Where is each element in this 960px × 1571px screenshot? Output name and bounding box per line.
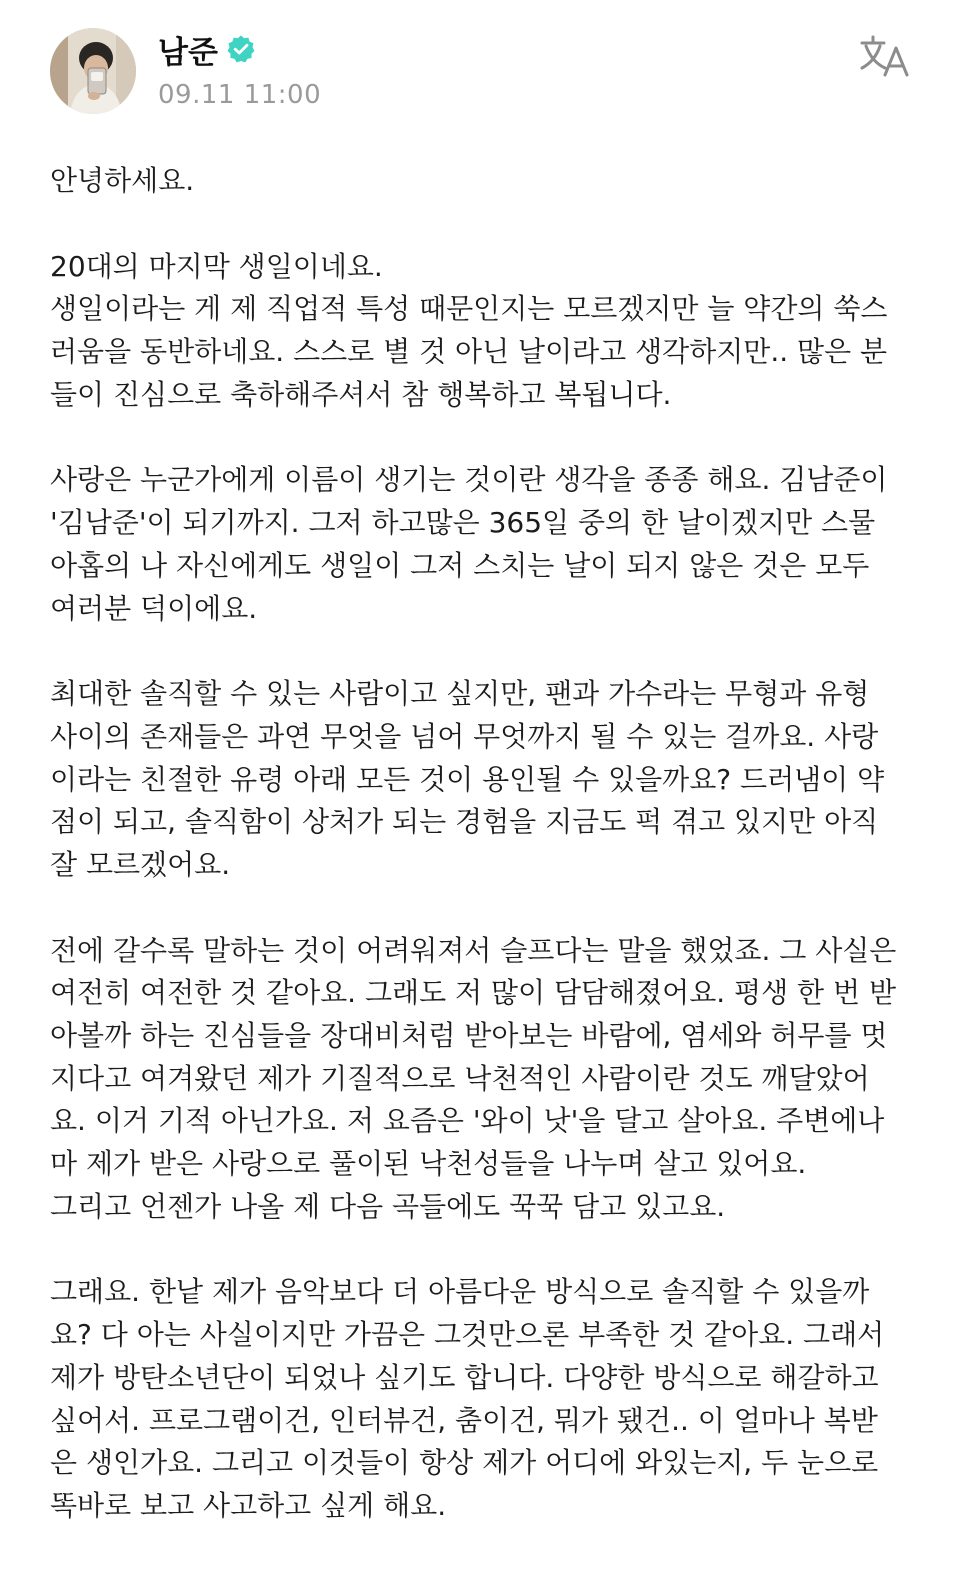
avatar-image	[50, 28, 136, 114]
post-text-line: 아홉의 나 자신에게도 생일이 그저 스치는 날이 되지 않은 것은 모두	[50, 548, 870, 582]
verified-badge-icon	[226, 34, 256, 64]
post-text-line: 여전히 여전한 것 같아요. 그래도 저 많이 담담해졌어요. 평생 한 번 받	[50, 976, 897, 1010]
post-text-line: 그리고 언젠가 나올 제 다음 곡들에도 꾹꾹 담고 있고요.	[50, 1189, 726, 1223]
translate-icon[interactable]	[858, 34, 914, 78]
post-text-line: 지다고 여겨왔던 제가 기질적으로 낙천적인 사람이란 것도 깨달았어	[50, 1061, 870, 1095]
post-text-line: 싶어서. 프로그램이건, 인터뷰건, 춤이건, 뭐가 됐건.. 이 얼마나 복받	[50, 1403, 878, 1437]
author-name[interactable]: 남준	[158, 34, 218, 71]
post-text-line: 들이 진심으로 축하해주셔서 참 행복하고 복됩니다.	[50, 377, 672, 411]
post-paragraph	[50, 930, 930, 1229]
post-text-line: 그래요. 한낱 제가 음악보다 더 아름다운 방식으로 솔직할 수 있을까	[50, 1275, 870, 1309]
post-text-line: 요? 다 아는 사실이지만 가끔은 그것만으론 부족한 것 같아요. 그래서	[50, 1318, 885, 1352]
author-row	[158, 26, 256, 72]
post-text-line: 안녕하세요.	[50, 164, 195, 197]
post-text-line: 전에 갈수록 말하는 것이 어려워져서 슬프다는 말을 했었죠. 그 사실은	[50, 933, 897, 967]
post-timestamp: 09.11 11:00	[158, 80, 322, 110]
post-paragraph	[50, 246, 930, 417]
post-text-line: 점이 되고, 솔직함이 상처가 되는 경험을 지금도 퍽 겪고 있지만 아직	[50, 805, 879, 839]
avatar[interactable]	[50, 28, 136, 114]
post-text-line: 아볼까 하는 진심들을 장대비처럼 받아보는 바람에, 염세와 허무를 멋	[50, 1019, 888, 1052]
post-text-line: 사이의 존재들은 과연 무엇을 넘어 무엇까지 될 수 있는 걸까요. 사랑	[50, 719, 879, 753]
post-paragraph	[50, 160, 930, 203]
post-paragraph	[50, 459, 930, 630]
post-text-line: 잘 모르겠어요.	[50, 847, 231, 881]
post-text-line: 생일이라는 게 제 직업적 특성 때문인지는 모르겠지만 늘 약간의 쑥스	[50, 292, 888, 326]
post-paragraph	[50, 673, 930, 886]
post-text-line: 20대의 마지막 생일이네요.	[50, 249, 383, 283]
post-text-line: 여러분 덕이에요.	[50, 591, 258, 625]
post-text-line: 최대한 솔직할 수 있는 사람이고 싶지만, 팬과 가수라는 무형과 유형	[50, 677, 870, 711]
post-text-line: 마 제가 받은 사랑으로 풀이된 낙천성들을 나누며 살고 있어요.	[50, 1147, 807, 1181]
post-paragraph	[50, 1271, 930, 1527]
post-text-line: 러움을 동반하네요. 스스로 별 것 아닌 날이라고 생각하지만.. 많은 분	[50, 335, 888, 369]
post-text-line: 요. 이거 기적 아닌가요. 저 요즘은 '와이 낫'을 달고 살아요. 주변에나	[50, 1104, 885, 1138]
post-header	[0, 0, 960, 140]
post-text-line: 은 생인가요. 그리고 이것들이 항상 제가 어디에 와있는지, 두 눈으로	[50, 1446, 879, 1480]
post-text-line: 제가 방탄소년단이 되었나 싶기도 합니다. 다양한 방식으로 해갈하고	[50, 1360, 879, 1394]
post-body	[50, 160, 930, 1571]
post-text-line: 이라는 친절한 유령 아래 모든 것이 용인될 수 있을까요? 드러냄이 약	[50, 762, 885, 796]
post-text-line: '김남준'이 되기까지. 그저 하고많은 365일 중의 한 날이겠지만 스물	[50, 506, 876, 540]
post-text-line: 똑바로 보고 사고하고 싶게 해요.	[50, 1488, 447, 1522]
post-text-line: 사랑은 누군가에게 이름이 생기는 것이란 생각을 종종 해요. 김남준이	[50, 463, 888, 497]
